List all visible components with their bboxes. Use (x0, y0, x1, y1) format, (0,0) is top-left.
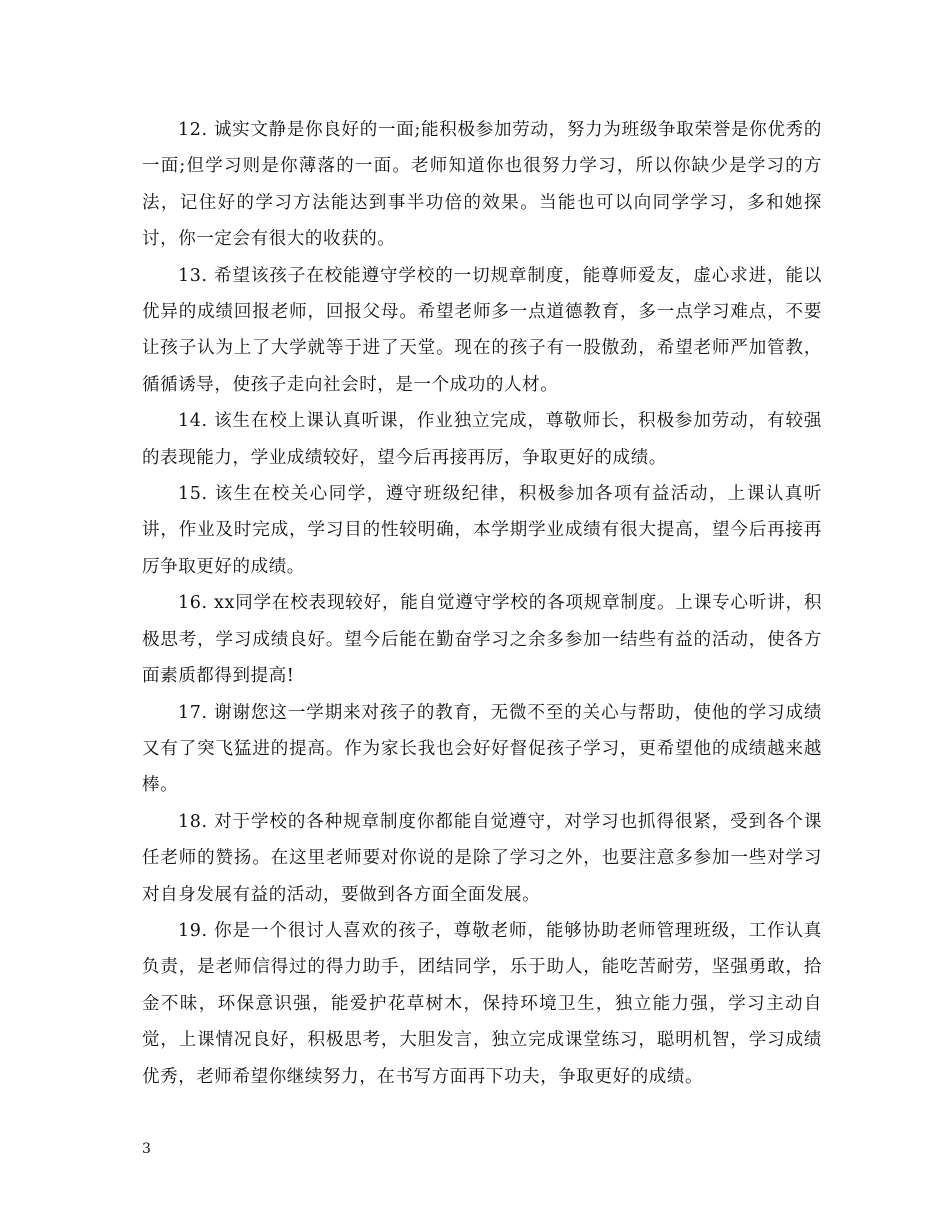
paragraph-12: 12. 诚实文静是你良好的一面;能积极参加劳动，努力为班级争取荣誉是你优秀的一面;但学习则是你薄落的一面。老师知道你也很努力学习，所以你缺少是学习的方法，记住好的学习方法能达到事半功倍的效果。当能也可以向同学学习，多和她探讨，你一定会有很大的收获的。 (142, 120, 822, 250)
page-number: 3 (142, 1141, 151, 1157)
paragraph-18: 18. 对于学校的各种规章制度你都能自觉遵守，对学习也抓得很紧，受到各个课任老师的赞扬。在这里老师要对你说的是除了学习之外，也要注意多参加一些对学习对自身发展有益的活动，要做到各方面全面发展。 (142, 811, 822, 905)
document-body (142, 112, 822, 1095)
paragraph-16: 16. xx同学在校表现较好，能自觉遵守学校的各项规章制度。上课专心听讲，积极思考，学习成绩良好。望今后能在勤奋学习之余多参加一结些有益的活动，使各方面素质都得到提高! (142, 593, 822, 687)
paragraph-14: 14. 该生在校上课认真听课，作业独立完成，尊敬师长，积极参加劳动，有较强的表现能力，学业成绩较好，望今后再接再厉，争取更好的成绩。 (142, 411, 822, 468)
paragraph-13: 13. 希望该孩子在校能遵守学校的一切规章制度，能尊师爱友，虚心求进，能以优异的成绩回报老师，回报父母。希望老师多一点道德教育，多一点学习难点，不要让孩子认为上了大学就等于进了天堂。现在的孩子有一股傲劲，希望老师严加管教，循循诱导，使孩子走向社会时，是一个成功的人材。 (142, 265, 822, 395)
paragraph-19: 19. 你是一个很讨人喜欢的孩子，尊敬老师，能够协助老师管理班级，工作认真负责，是老师信得过的得力助手，团结同学，乐于助人，能吃苦耐劳，坚强勇敢，拾金不昧，环保意识强，能爱护花草树木，保持环境卫生，独立能力强，学习主动自觉，上课情况良好，积极思考，大胆发言，独立完成课堂练习，聪明机智，学习成绩优秀，老师希望你继续努力，在书写方面再下功夫，争取更好的成绩。 (142, 920, 822, 1087)
paragraph-17: 17. 谢谢您这一学期来对孩子的教育，无微不至的关心与帮助，使他的学习成绩又有了突飞猛进的提高。作为家长我也会好好督促孩子学习，更希望他的成绩越来越棒。 (142, 702, 822, 796)
paragraph-15: 15. 该生在校关心同学，遵守班级纪律，积极参加各项有益活动，上课认真听讲，作业及时完成，学习目的性较明确，本学期学业成绩有很大提高，望今后再接再厉争取更好的成绩。 (142, 484, 822, 577)
